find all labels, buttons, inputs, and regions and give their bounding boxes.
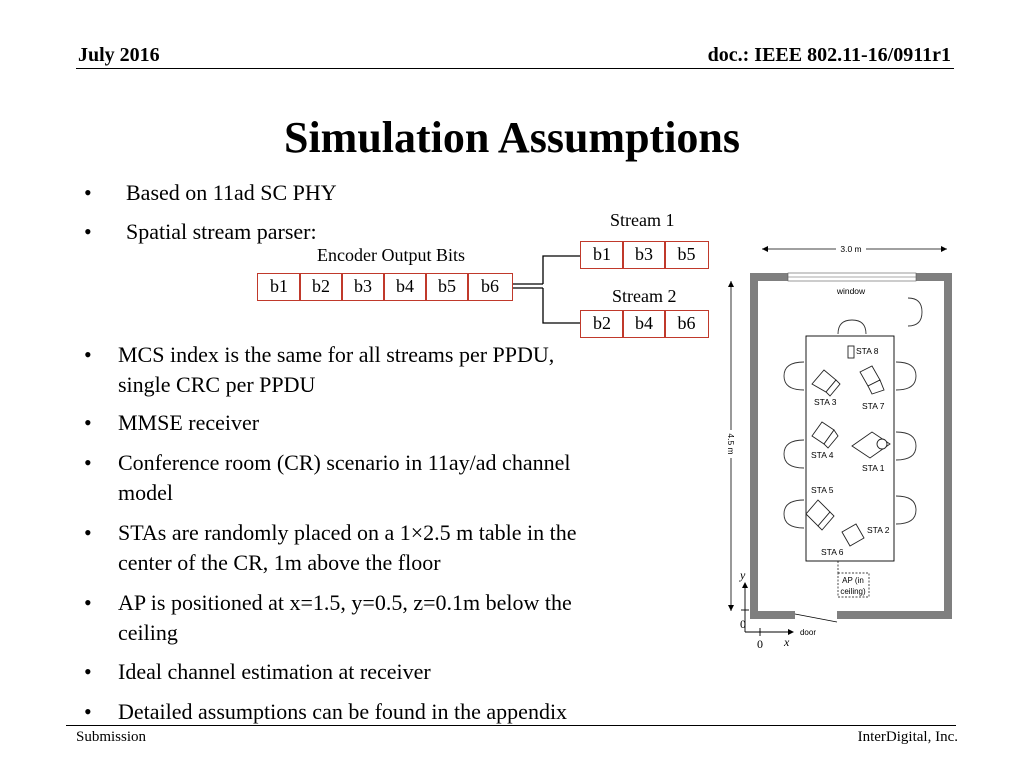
bullet-ap-position <box>84 588 684 648</box>
bullet-conference-room <box>84 448 684 508</box>
bullet-marker: • <box>84 219 92 244</box>
bullet-line: single CRC per PPDU <box>118 372 316 397</box>
sta-label: STA 6 <box>821 547 844 557</box>
encoder-bit-cell: b3 <box>341 273 385 301</box>
axis-y-origin: 0 <box>740 617 746 631</box>
sta-label: STA 4 <box>811 450 834 460</box>
bullet-sta-placement <box>84 518 684 578</box>
bullet-line: AP is positioned at x=1.5, y=0.5, z=0.1m below the <box>118 590 572 615</box>
bullet-marker: • <box>84 180 92 205</box>
header-date: July 2016 <box>78 44 160 66</box>
bullet-line: Ideal channel estimation at receiver <box>118 659 431 684</box>
sta-label: STA 5 <box>811 485 834 495</box>
room-width-label: 3.0 m <box>840 244 862 254</box>
stream1-bit-cell: b3 <box>622 241 666 269</box>
bullet-marker: • <box>84 450 92 475</box>
bullet-line: center of the CR, 1m above the floor <box>118 550 441 575</box>
stream2-label: Stream 2 <box>612 286 677 306</box>
parser-split-lines <box>513 250 583 330</box>
stream2-bit-cell: b4 <box>622 310 666 338</box>
window-label: window <box>836 286 866 296</box>
header-doc-id: doc.: IEEE 802.11-16/0911r1 <box>707 44 951 66</box>
ap-label-line2: ceiling) <box>840 587 866 596</box>
sta-label: STA 1 <box>862 463 885 473</box>
bullet-mcs <box>84 340 684 400</box>
ap-label-line1: AP (in <box>842 576 864 585</box>
bullet-line: MCS index is the same for all streams per PPDU, <box>118 342 555 367</box>
encoder-bit-cell: b4 <box>383 273 427 301</box>
axis-x-origin: 0 <box>757 637 763 651</box>
sta-label: STA 8 <box>856 346 879 356</box>
footer-company: InterDigital, Inc. <box>857 729 958 745</box>
room-height-label: 4.5 m <box>726 433 736 455</box>
stream1-bit-cell: b1 <box>580 241 624 269</box>
bullet-parser <box>84 217 584 247</box>
header-rule <box>76 68 954 69</box>
conference-room-diagram <box>720 238 960 658</box>
bullet-channel-estimation <box>84 657 684 687</box>
bullet-line: model <box>118 480 173 505</box>
encoder-bit-cell: b1 <box>257 273 301 301</box>
bullet-line: Detailed assumptions can be found in the appendix <box>118 699 568 724</box>
encoder-bit-cell: b2 <box>299 273 343 301</box>
bullet-line: STAs are randomly placed on a 1×2.5 m table in the <box>118 520 577 545</box>
bullet-line: ceiling <box>118 620 178 645</box>
encoder-output-label: Encoder Output Bits <box>317 245 465 265</box>
stream2-bit-cell: b2 <box>580 310 624 338</box>
footer-submission: Submission <box>76 729 147 745</box>
bullet-text: Spatial stream parser: <box>126 219 317 244</box>
encoder-bit-cell: b5 <box>425 273 469 301</box>
axis-y-label: y <box>740 568 746 582</box>
bullet-marker: • <box>84 410 92 435</box>
encoder-bit-cell: b6 <box>467 273 513 301</box>
door-label: door <box>799 628 817 637</box>
stream1-bit-cell: b5 <box>664 241 709 269</box>
bullet-marker: • <box>84 342 92 367</box>
sta8-phone-icon <box>848 346 854 358</box>
bullet-marker: • <box>84 520 92 545</box>
sta-label: STA 7 <box>862 401 885 411</box>
bullet-phy <box>84 178 584 208</box>
slide-title: Simulation Assumptions <box>283 113 741 162</box>
bullet-marker: • <box>84 699 92 724</box>
bullet-line: MMSE receiver <box>118 410 260 435</box>
footer-rule <box>66 725 956 726</box>
sta-label: STA 2 <box>867 525 890 535</box>
bullet-marker: • <box>84 590 92 615</box>
bullet-marker: • <box>84 659 92 684</box>
bullet-mmse <box>84 408 684 438</box>
bullet-text: Based on 11ad SC PHY <box>126 180 337 205</box>
stream2-bit-cell: b6 <box>664 310 709 338</box>
bullet-appendix <box>84 697 684 727</box>
axis-x-label: x <box>784 635 790 649</box>
stream1-label: Stream 1 <box>610 210 675 230</box>
bullet-line: Conference room (CR) scenario in 11ay/ad channel <box>118 450 571 475</box>
sta-label: STA 3 <box>814 397 837 407</box>
